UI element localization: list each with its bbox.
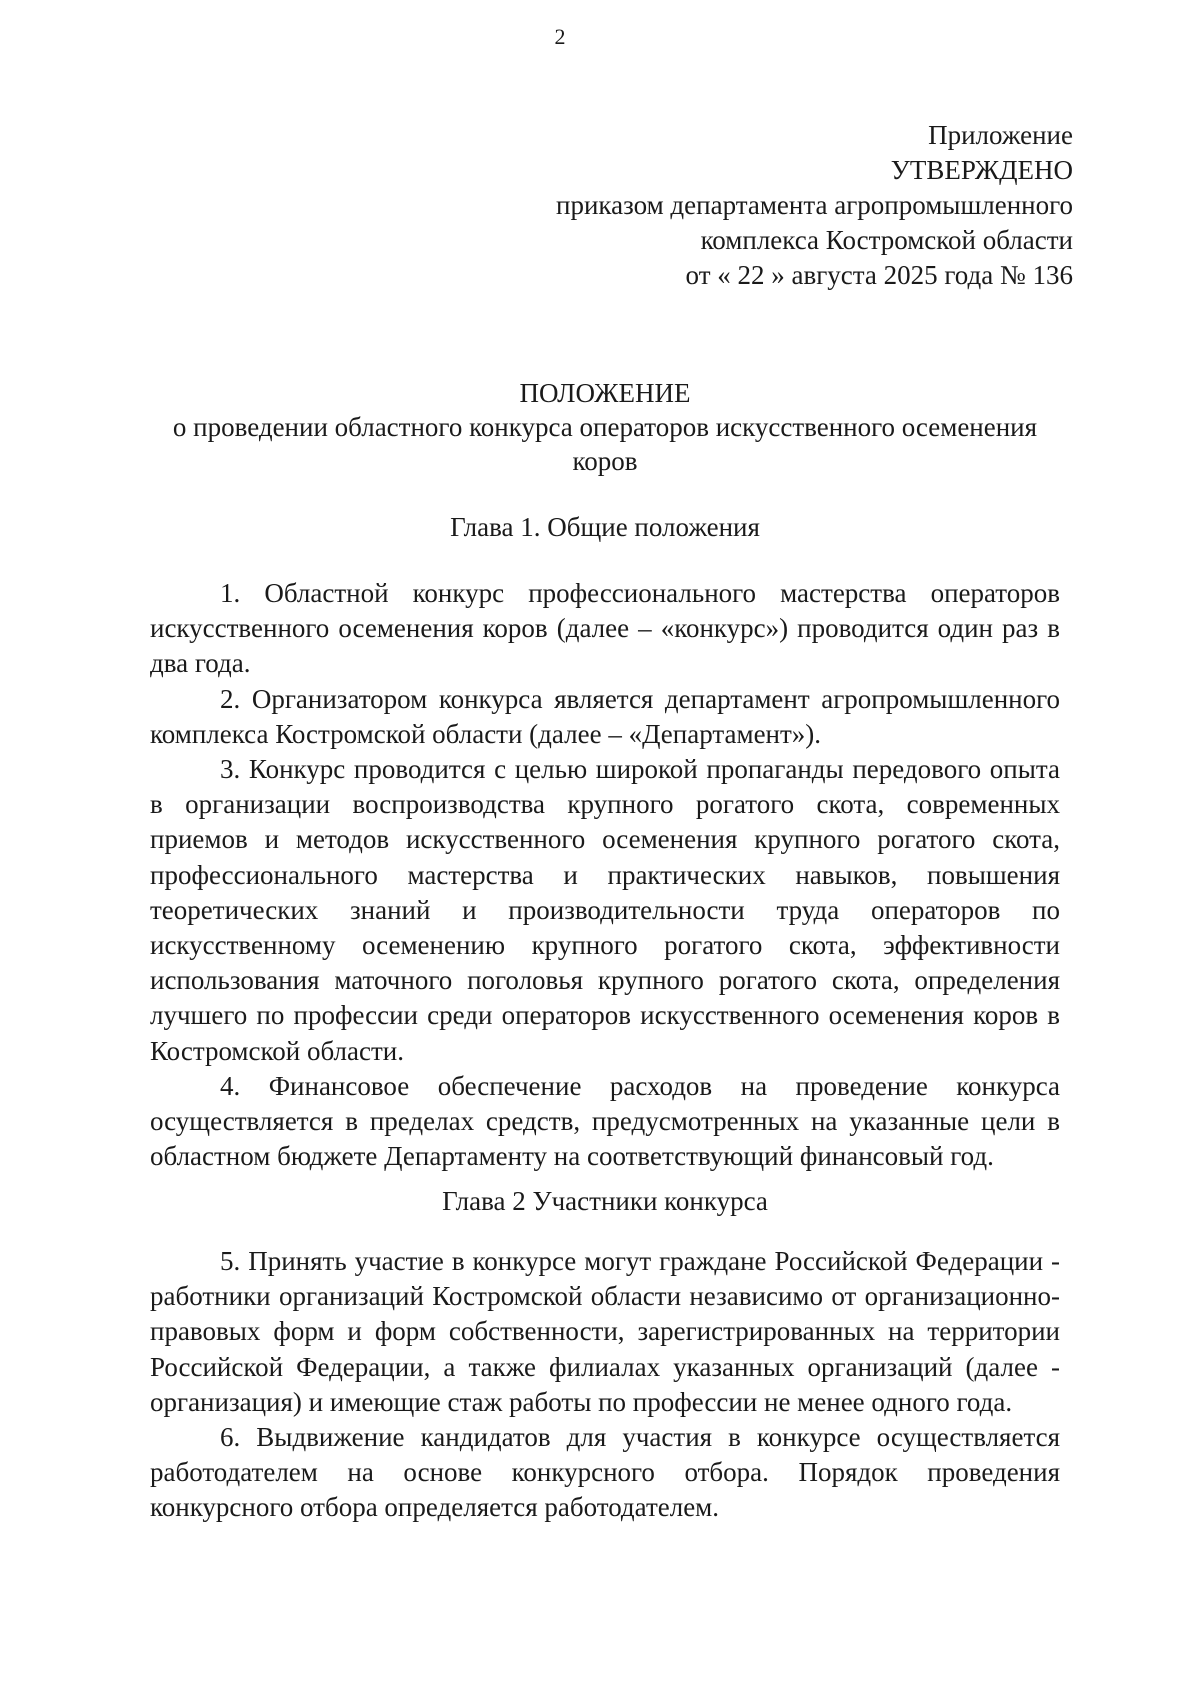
document-subtitle-line-2: коров	[572, 446, 638, 476]
approval-stamp-block	[453, 118, 1073, 293]
approval-approved-label: УТВЕРЖДЕНО	[890, 155, 1073, 185]
document-title: ПОЛОЖЕНИЕ	[519, 378, 691, 408]
chapter-1-heading: Глава 1. Общие положения	[450, 512, 760, 542]
chapter-2-heading: Глава 2 Участники конкурса	[442, 1186, 768, 1216]
paragraph-6: 6. Выдвижение кандидатов для участия в конкурсе осуществляется работодателем на основе конкурсного отбора. Порядок проведения конкурсного отбора определяется работодателем.	[150, 1422, 1060, 1523]
paragraph-2: 2. Организатором конкурса является департамент агропромышленного комплекса Костромской области (далее – «Департамент»).	[150, 683, 1060, 749]
document-title-block	[150, 376, 1060, 478]
paragraph-4: 4. Финансовое обеспечение расходов на проведение конкурса осуществляется в пределах средств, предусмотренных на указанные цели в областном бюджете Департаменту на соответствующий финансовый год.	[150, 1070, 1060, 1172]
paragraph-3: 3. Конкурс проводится с целью широкой пропаганды передового опыта в организации воспроизводства крупного рогатого скота, современных приемов и методов искусственного осеменения крупного рогатого скота, профессионального мастерства и практических навыков, повышения теоретических знаний и производительности труда операторов по искусственному осеменению крупного рогатого скота, эффективности использования маточного поголовья крупного рогатого скота, определения лучшего по профессии среди операторов искусственного осеменения коров в Костромской области.	[150, 754, 1060, 1066]
paragraph-5: 5. Принять участие в конкурсе могут граждане Российской Федерации - работники организаций Костромской области независимо от организационно-правовых форм и форм собственности, зарегистрированных на территории Российской Федерации, а также филиалах указанных организаций (далее - организация) и имеющие стаж работы по профессии не менее одного года.	[150, 1246, 1060, 1417]
document-subtitle-line-1: о проведении областного конкурса операторов искусственного осеменения	[172, 412, 1038, 442]
approval-region-line: комплекса Костромской области	[700, 225, 1073, 255]
chapter-2-body	[150, 1244, 1060, 1526]
approval-appendix-label: Приложение	[928, 120, 1073, 150]
paragraph-1: 1. Областной конкурс профессионального мастерства операторов искусственного осеменения коров (далее – «конкурс») проводится один раз в два года.	[150, 578, 1060, 679]
page-number: 2	[554, 24, 566, 49]
approval-order-line: приказом департамента агропромышленного	[556, 190, 1073, 220]
chapter-1-body	[150, 576, 1060, 1174]
approval-date-line: от « 22 » августа 2025 года № 136	[685, 260, 1073, 290]
